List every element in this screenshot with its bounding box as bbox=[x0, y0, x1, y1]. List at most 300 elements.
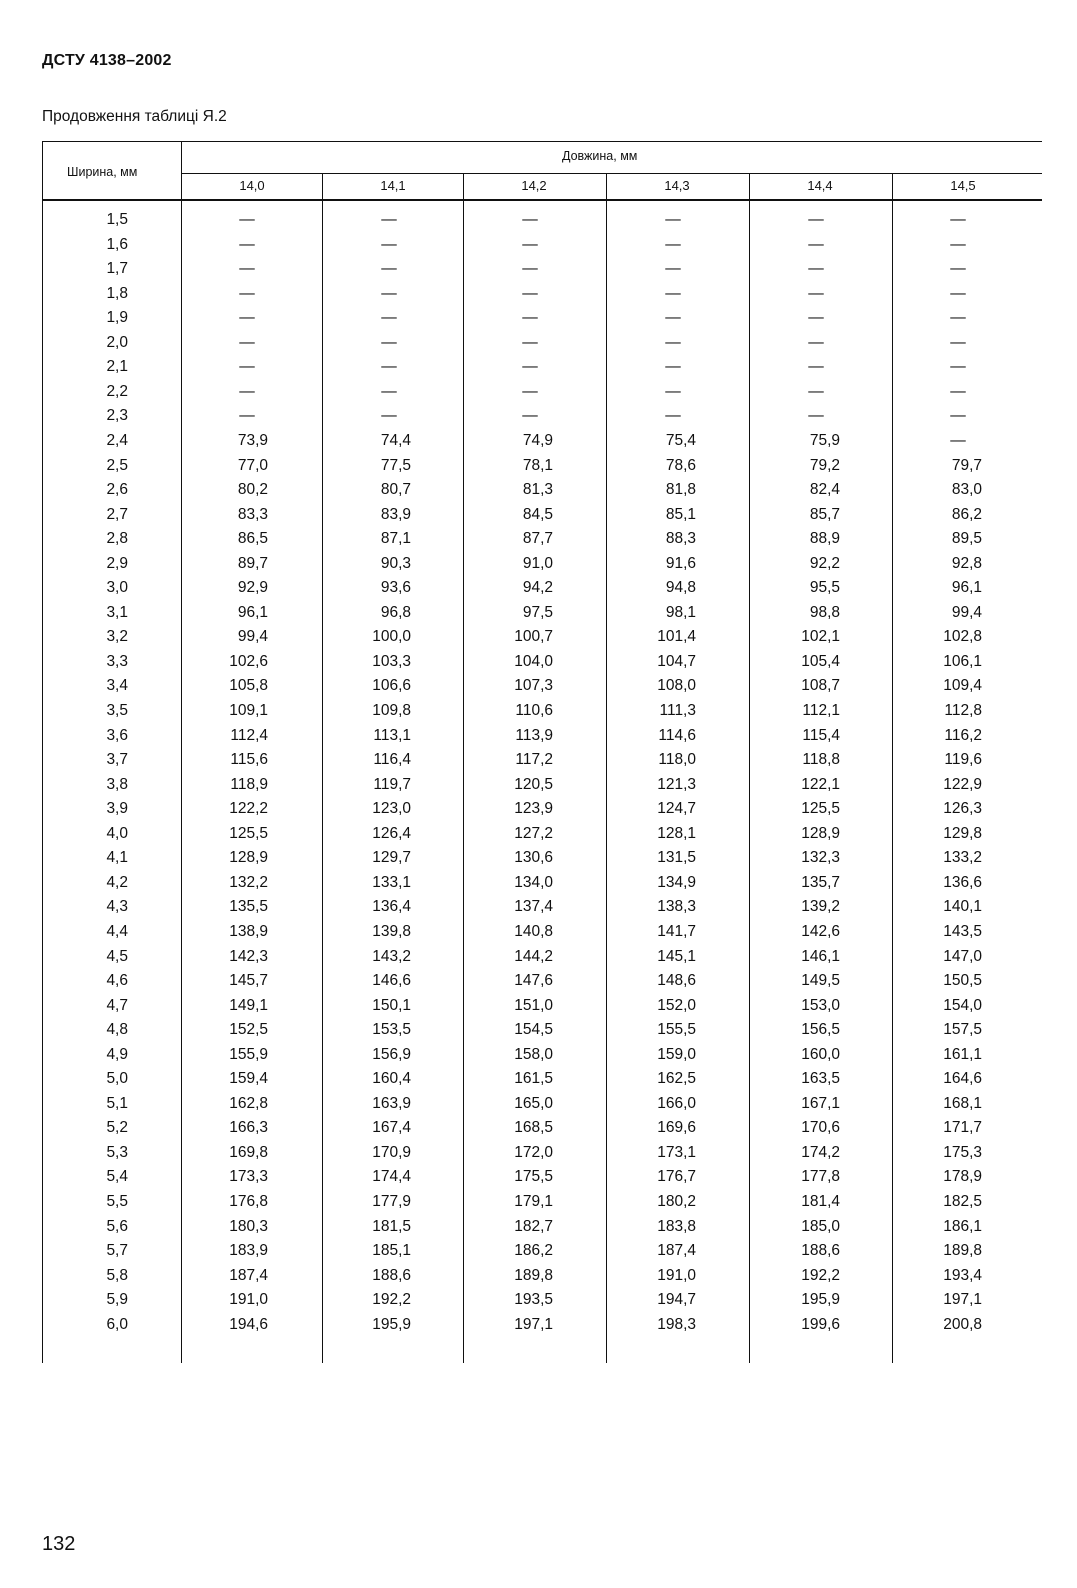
table-cell: 182,5 bbox=[943, 1193, 982, 1210]
width-value: 4,4 bbox=[106, 922, 128, 940]
table-cell: 109,8 bbox=[372, 702, 411, 719]
table-cell: — bbox=[239, 309, 255, 327]
table-cell: 125,5 bbox=[801, 800, 840, 818]
table-cell: — bbox=[381, 235, 397, 253]
table-cell: 115,6 bbox=[230, 751, 268, 769]
table-cell: 103,3 bbox=[372, 652, 411, 670]
table-caption: Продовження таблиці Я.2 bbox=[42, 108, 227, 125]
table-cell: 162,5 bbox=[657, 1070, 696, 1088]
table-cell: — bbox=[381, 309, 397, 327]
table-cell: 94,2 bbox=[522, 579, 553, 597]
table-cell: — bbox=[808, 260, 824, 278]
table-cell: — bbox=[381, 382, 397, 400]
table-cell: 111,3 bbox=[659, 702, 696, 719]
table-cell: 141,7 bbox=[657, 922, 696, 940]
table-cell: — bbox=[665, 382, 681, 400]
table-cell: 121,3 bbox=[657, 775, 696, 793]
table-cell: 122,2 bbox=[229, 800, 268, 818]
table-cell: 175,5 bbox=[514, 1168, 553, 1186]
table-row bbox=[42, 380, 1042, 404]
table-cell: — bbox=[381, 211, 397, 228]
table-cell: — bbox=[808, 211, 824, 228]
table-cell: — bbox=[665, 211, 681, 228]
table-cell: 174,2 bbox=[801, 1143, 840, 1161]
table-cell: 109,4 bbox=[943, 677, 982, 695]
table-row bbox=[42, 1288, 1042, 1312]
table-cell: 118,8 bbox=[802, 751, 840, 769]
table-cell: — bbox=[239, 211, 255, 228]
table-cell: — bbox=[381, 260, 397, 278]
table-cell: 78,6 bbox=[665, 456, 696, 474]
length-column-header: 14,3 bbox=[664, 178, 690, 193]
table-cell: 132,2 bbox=[229, 873, 268, 891]
table-cell: 116,2 bbox=[944, 726, 982, 744]
table-cell: 152,5 bbox=[229, 1021, 268, 1039]
table-cell: 131,5 bbox=[657, 849, 696, 867]
width-value: 6,0 bbox=[106, 1315, 128, 1333]
table-cell: — bbox=[239, 284, 255, 302]
table-cell: 168,1 bbox=[943, 1094, 982, 1112]
table-cell: 191,0 bbox=[229, 1291, 268, 1309]
table-cell: 192,2 bbox=[801, 1266, 840, 1284]
width-value: 3,3 bbox=[106, 652, 128, 670]
table-row bbox=[42, 257, 1042, 281]
table-cell: 176,8 bbox=[229, 1193, 268, 1210]
table-cell: 160,4 bbox=[372, 1070, 411, 1088]
width-value: 2,4 bbox=[106, 431, 128, 449]
table-cell: — bbox=[381, 333, 397, 351]
table-row bbox=[42, 920, 1042, 944]
table-cell: — bbox=[950, 235, 966, 253]
table-cell: 180,2 bbox=[657, 1193, 696, 1210]
width-value: 4,8 bbox=[106, 1021, 128, 1039]
width-value: 5,5 bbox=[106, 1193, 128, 1210]
table-cell: 181,5 bbox=[372, 1217, 411, 1235]
table-cell: 136,6 bbox=[943, 873, 982, 891]
width-value: 4,5 bbox=[106, 947, 128, 965]
table-cell: 112,4 bbox=[230, 726, 268, 744]
width-value: 2,6 bbox=[106, 481, 128, 499]
table-row bbox=[42, 895, 1042, 919]
table-cell: 173,3 bbox=[229, 1168, 268, 1186]
table-cell: 152,0 bbox=[657, 996, 696, 1014]
table-row bbox=[42, 1215, 1042, 1239]
table-cell: 161,1 bbox=[943, 1045, 982, 1063]
table-cell: 177,8 bbox=[801, 1168, 840, 1186]
table-cell: 142,6 bbox=[801, 922, 840, 940]
table-row bbox=[42, 945, 1042, 969]
table-cell: 183,9 bbox=[229, 1242, 268, 1260]
table-cell: 124,7 bbox=[657, 800, 696, 818]
table-cell: — bbox=[522, 309, 538, 327]
table-cell: — bbox=[239, 382, 255, 400]
width-value: 4,9 bbox=[106, 1045, 128, 1063]
table-cell: 126,4 bbox=[372, 824, 411, 842]
table-row bbox=[42, 1018, 1042, 1042]
table-cell: 188,6 bbox=[801, 1242, 840, 1260]
table-cell: — bbox=[522, 211, 538, 228]
table-cell: 79,2 bbox=[809, 456, 840, 474]
table-cell: 118,0 bbox=[658, 751, 696, 769]
length-column-header: 14,5 bbox=[950, 178, 976, 193]
page-number: 132 bbox=[42, 1533, 76, 1555]
table-cell: 88,3 bbox=[665, 530, 696, 548]
table-cell: 102,1 bbox=[801, 628, 840, 646]
table-cell: 178,9 bbox=[943, 1168, 982, 1186]
width-value: 3,5 bbox=[106, 702, 128, 719]
width-value: 2,8 bbox=[106, 530, 128, 548]
length-column-header: 14,0 bbox=[239, 178, 265, 193]
table-row bbox=[42, 282, 1042, 306]
table-cell: 125,5 bbox=[229, 824, 268, 842]
table-cell: 163,9 bbox=[372, 1094, 411, 1112]
table-cell: 94,8 bbox=[665, 579, 696, 597]
table-cell: 195,9 bbox=[801, 1291, 840, 1309]
length-header-rule bbox=[181, 173, 1042, 174]
table-cell: 120,5 bbox=[514, 775, 553, 793]
table-cell: 93,6 bbox=[380, 579, 411, 597]
table-row bbox=[42, 724, 1042, 748]
table-cell: 168,5 bbox=[514, 1119, 553, 1137]
table-cell: — bbox=[808, 235, 824, 253]
table-cell: 129,8 bbox=[943, 824, 982, 842]
table-cell: 112,1 bbox=[802, 702, 840, 719]
table-cell: — bbox=[808, 309, 824, 327]
table-cell: — bbox=[381, 407, 397, 425]
table-cell: 173,1 bbox=[657, 1143, 696, 1161]
table-cell: 91,0 bbox=[522, 554, 553, 572]
width-value: 4,3 bbox=[106, 898, 128, 916]
table-row bbox=[42, 527, 1042, 551]
table-row bbox=[42, 871, 1042, 895]
table-cell: — bbox=[665, 309, 681, 327]
table-row bbox=[42, 478, 1042, 502]
table-cell: 89,7 bbox=[237, 554, 268, 572]
table-cell: 119,6 bbox=[944, 751, 982, 769]
table-cell: 167,1 bbox=[801, 1094, 840, 1112]
table-cell: — bbox=[239, 333, 255, 351]
table-cell: 137,4 bbox=[514, 898, 553, 916]
table-cell: — bbox=[950, 284, 966, 302]
width-value: 3,0 bbox=[106, 579, 128, 597]
table-cell: 140,8 bbox=[514, 922, 553, 940]
data-table bbox=[42, 141, 1042, 1381]
table-row bbox=[42, 969, 1042, 993]
table-cell: — bbox=[950, 382, 966, 400]
table-cell: 197,1 bbox=[514, 1315, 553, 1333]
table-cell: — bbox=[239, 407, 255, 425]
table-cell: 84,5 bbox=[522, 505, 553, 523]
table-cell: — bbox=[665, 407, 681, 425]
table-cell: 186,2 bbox=[514, 1242, 553, 1260]
table-cell: 154,5 bbox=[514, 1021, 553, 1039]
width-value: 1,6 bbox=[106, 235, 128, 253]
table-cell: 164,6 bbox=[943, 1070, 982, 1088]
table-cell: 200,8 bbox=[943, 1315, 982, 1333]
table-cell: 180,3 bbox=[229, 1217, 268, 1235]
table-cell: 96,8 bbox=[380, 603, 411, 621]
table-cell: 136,4 bbox=[372, 898, 411, 916]
width-value: 1,5 bbox=[106, 211, 128, 228]
table-cell: 78,1 bbox=[522, 456, 553, 474]
table-cell: 191,0 bbox=[657, 1266, 696, 1284]
table-cell: 102,8 bbox=[943, 628, 982, 646]
table-cell: — bbox=[522, 333, 538, 351]
table-cell: 123,9 bbox=[514, 800, 553, 818]
width-value: 1,9 bbox=[106, 309, 128, 327]
table-cell: — bbox=[808, 382, 824, 400]
table-cell: 140,1 bbox=[943, 898, 982, 916]
table-cell: 169,6 bbox=[657, 1119, 696, 1137]
table-cell: 139,8 bbox=[372, 922, 411, 940]
table-cell: 150,5 bbox=[943, 972, 982, 990]
table-row bbox=[42, 1190, 1042, 1214]
table-cell: 82,4 bbox=[809, 481, 840, 499]
table-cell: 104,7 bbox=[657, 652, 696, 670]
table-cell: — bbox=[239, 235, 255, 253]
table-row bbox=[42, 748, 1042, 772]
table-cell: — bbox=[665, 333, 681, 351]
table-cell: 135,5 bbox=[229, 898, 268, 916]
table-cell: 105,4 bbox=[801, 652, 840, 670]
table-cell: — bbox=[381, 358, 397, 376]
table-cell: 194,6 bbox=[229, 1315, 268, 1333]
width-value: 2,7 bbox=[106, 505, 128, 523]
table-cell: 99,4 bbox=[237, 628, 268, 646]
table-cell: 182,7 bbox=[514, 1217, 553, 1235]
table-row bbox=[42, 1043, 1042, 1067]
table-row bbox=[42, 773, 1042, 797]
table-cell: 163,5 bbox=[801, 1070, 840, 1088]
table-cell: 161,5 bbox=[514, 1070, 553, 1088]
table-cell: 176,7 bbox=[657, 1168, 696, 1186]
table-cell: 149,5 bbox=[801, 972, 840, 990]
table-cell: 147,6 bbox=[514, 972, 553, 990]
table-row bbox=[42, 1067, 1042, 1091]
table-cell: 126,3 bbox=[943, 800, 982, 818]
table-cell: 133,2 bbox=[943, 849, 982, 867]
table-cell: 96,1 bbox=[951, 579, 982, 597]
table-cell: 92,9 bbox=[237, 579, 268, 597]
table-cell: 90,3 bbox=[380, 554, 411, 572]
table-cell: 147,0 bbox=[943, 947, 982, 965]
table-cell: 122,9 bbox=[943, 775, 982, 793]
table-cell: — bbox=[950, 407, 966, 425]
table-cell: 75,9 bbox=[809, 431, 840, 449]
table-cell: 92,2 bbox=[809, 554, 840, 572]
table-cell: 113,9 bbox=[515, 726, 553, 744]
table-cell: 91,6 bbox=[665, 554, 696, 572]
table-row bbox=[42, 674, 1042, 698]
table-cell: 81,3 bbox=[522, 481, 553, 499]
table-cell: 150,1 bbox=[372, 996, 411, 1014]
table-cell: 177,9 bbox=[372, 1193, 411, 1210]
width-value: 5,4 bbox=[106, 1168, 128, 1186]
table-cell: 143,5 bbox=[943, 922, 982, 940]
table-cell: 189,8 bbox=[514, 1266, 553, 1284]
width-column-header: Ширина, мм bbox=[67, 165, 138, 179]
table-cell: — bbox=[522, 407, 538, 425]
table-cell: 167,4 bbox=[372, 1119, 411, 1137]
width-value: 3,6 bbox=[106, 726, 128, 744]
table-cell: 148,6 bbox=[657, 972, 696, 990]
width-value: 4,0 bbox=[106, 824, 128, 842]
width-value: 1,8 bbox=[106, 284, 128, 302]
table-cell: 166,3 bbox=[229, 1119, 268, 1137]
table-cell: 195,9 bbox=[372, 1315, 411, 1333]
table-cell: 130,6 bbox=[514, 849, 553, 867]
table-cell: 104,0 bbox=[514, 652, 553, 670]
table-row bbox=[42, 994, 1042, 1018]
table-cell: 181,4 bbox=[801, 1193, 840, 1210]
table-cell: 183,8 bbox=[657, 1217, 696, 1235]
table-row bbox=[42, 429, 1042, 453]
table-cell: 75,4 bbox=[665, 431, 696, 449]
width-value: 2,0 bbox=[106, 333, 128, 351]
table-cell: 135,7 bbox=[801, 873, 840, 891]
width-value: 5,2 bbox=[106, 1119, 128, 1137]
table-cell: — bbox=[522, 284, 538, 302]
table-cell: 170,9 bbox=[372, 1143, 411, 1161]
table-row bbox=[42, 404, 1042, 428]
table-cell: 154,0 bbox=[943, 996, 982, 1014]
length-group-header: Довжина, мм bbox=[562, 149, 638, 163]
table-cell: 149,1 bbox=[229, 996, 268, 1014]
table-cell: 153,5 bbox=[372, 1021, 411, 1039]
width-value: 5,3 bbox=[106, 1143, 128, 1161]
table-cell: 155,5 bbox=[657, 1021, 696, 1039]
table-cell: 86,2 bbox=[951, 505, 982, 523]
table-cell: — bbox=[522, 382, 538, 400]
table-row bbox=[42, 1313, 1042, 1337]
table-cell: 194,7 bbox=[657, 1291, 696, 1309]
width-value: 3,2 bbox=[106, 628, 128, 646]
table-cell: — bbox=[808, 333, 824, 351]
table-cell: — bbox=[665, 284, 681, 302]
table-cell: 117,2 bbox=[515, 751, 553, 769]
table-cell: 87,1 bbox=[380, 530, 411, 548]
table-cell: 129,7 bbox=[372, 849, 411, 867]
table-row bbox=[42, 822, 1042, 846]
table-cell: 198,3 bbox=[657, 1315, 696, 1333]
table-cell: 142,3 bbox=[229, 947, 268, 965]
table-cell: — bbox=[522, 358, 538, 376]
width-value: 3,1 bbox=[106, 603, 128, 621]
table-row bbox=[42, 1239, 1042, 1263]
table-cell: 166,0 bbox=[657, 1094, 696, 1112]
table-cell: 113,1 bbox=[373, 726, 411, 744]
table-row bbox=[42, 355, 1042, 379]
table-cell: 85,1 bbox=[665, 505, 696, 523]
table-cell: 156,9 bbox=[372, 1045, 411, 1063]
table-cell: 73,9 bbox=[237, 431, 268, 449]
table-cell: 159,4 bbox=[229, 1070, 268, 1088]
table-row bbox=[42, 625, 1042, 649]
table-row bbox=[42, 1092, 1042, 1116]
table-cell: 86,5 bbox=[237, 530, 268, 548]
table-cell: 108,0 bbox=[657, 677, 696, 695]
table-cell: — bbox=[808, 358, 824, 376]
width-value: 3,9 bbox=[106, 800, 128, 818]
table-cell: — bbox=[950, 260, 966, 278]
table-cell: 128,9 bbox=[229, 849, 268, 867]
table-cell: 114,6 bbox=[658, 726, 696, 744]
width-value: 2,3 bbox=[106, 407, 128, 425]
table-cell: 102,6 bbox=[229, 652, 268, 670]
width-value: 5,9 bbox=[106, 1291, 128, 1309]
table-cell: — bbox=[808, 284, 824, 302]
table-cell: 165,0 bbox=[514, 1094, 553, 1112]
table-cell: 170,6 bbox=[801, 1119, 840, 1137]
table-cell: — bbox=[665, 235, 681, 253]
table-cell: 153,0 bbox=[801, 996, 840, 1014]
table-cell: 100,7 bbox=[514, 628, 553, 646]
table-cell: — bbox=[239, 260, 255, 278]
width-value: 5,8 bbox=[106, 1266, 128, 1284]
table-cell: 101,4 bbox=[657, 628, 696, 646]
table-cell: 134,9 bbox=[657, 873, 696, 891]
table-cell: 132,3 bbox=[801, 849, 840, 867]
table-row bbox=[42, 699, 1042, 723]
width-value: 3,4 bbox=[106, 677, 128, 695]
table-cell: 138,3 bbox=[657, 898, 696, 916]
table-cell: 160,0 bbox=[801, 1045, 840, 1063]
table-cell: 74,9 bbox=[522, 431, 553, 449]
table-cell: 92,8 bbox=[951, 554, 982, 572]
table-cell: 79,7 bbox=[951, 456, 982, 474]
table-cell: 128,1 bbox=[657, 824, 696, 842]
width-value: 4,1 bbox=[106, 849, 128, 867]
table-cell: 174,4 bbox=[372, 1168, 411, 1186]
table-cell: 108,7 bbox=[801, 677, 840, 695]
length-column-header: 14,1 bbox=[380, 178, 406, 193]
width-value: 2,1 bbox=[106, 358, 128, 376]
table-cell: 186,1 bbox=[943, 1217, 982, 1235]
table-cell: 169,8 bbox=[229, 1143, 268, 1161]
table-cell: 81,8 bbox=[665, 481, 696, 499]
table-cell: 96,1 bbox=[237, 603, 268, 621]
table-row bbox=[42, 1141, 1042, 1165]
table-top-rule bbox=[42, 141, 1042, 142]
table-cell: 74,4 bbox=[380, 431, 411, 449]
table-row bbox=[42, 1264, 1042, 1288]
width-value: 5,6 bbox=[106, 1217, 128, 1235]
table-cell: 162,8 bbox=[229, 1094, 268, 1112]
table-row bbox=[42, 601, 1042, 625]
table-cell: 116,4 bbox=[373, 751, 411, 769]
table-cell: 112,8 bbox=[944, 702, 982, 719]
table-cell: — bbox=[665, 260, 681, 278]
table-cell: 133,1 bbox=[372, 873, 411, 891]
table-cell: 98,8 bbox=[809, 603, 840, 621]
table-row bbox=[42, 576, 1042, 600]
table-cell: 119,7 bbox=[373, 775, 411, 793]
width-value: 1,7 bbox=[106, 260, 128, 278]
table-row bbox=[42, 331, 1042, 355]
table-cell: 77,5 bbox=[380, 456, 411, 474]
table-cell: 185,0 bbox=[801, 1217, 840, 1235]
table-cell: 109,1 bbox=[229, 702, 268, 719]
table-cell: 144,2 bbox=[514, 947, 553, 965]
table-cell: 89,5 bbox=[951, 530, 982, 548]
table-row bbox=[42, 797, 1042, 821]
table-cell: 185,1 bbox=[372, 1242, 411, 1260]
table-cell: 115,4 bbox=[802, 726, 840, 744]
table-row bbox=[42, 454, 1042, 478]
table-cell: 156,5 bbox=[801, 1021, 840, 1039]
table-cell: 122,1 bbox=[801, 775, 840, 793]
width-value: 3,7 bbox=[106, 751, 128, 769]
